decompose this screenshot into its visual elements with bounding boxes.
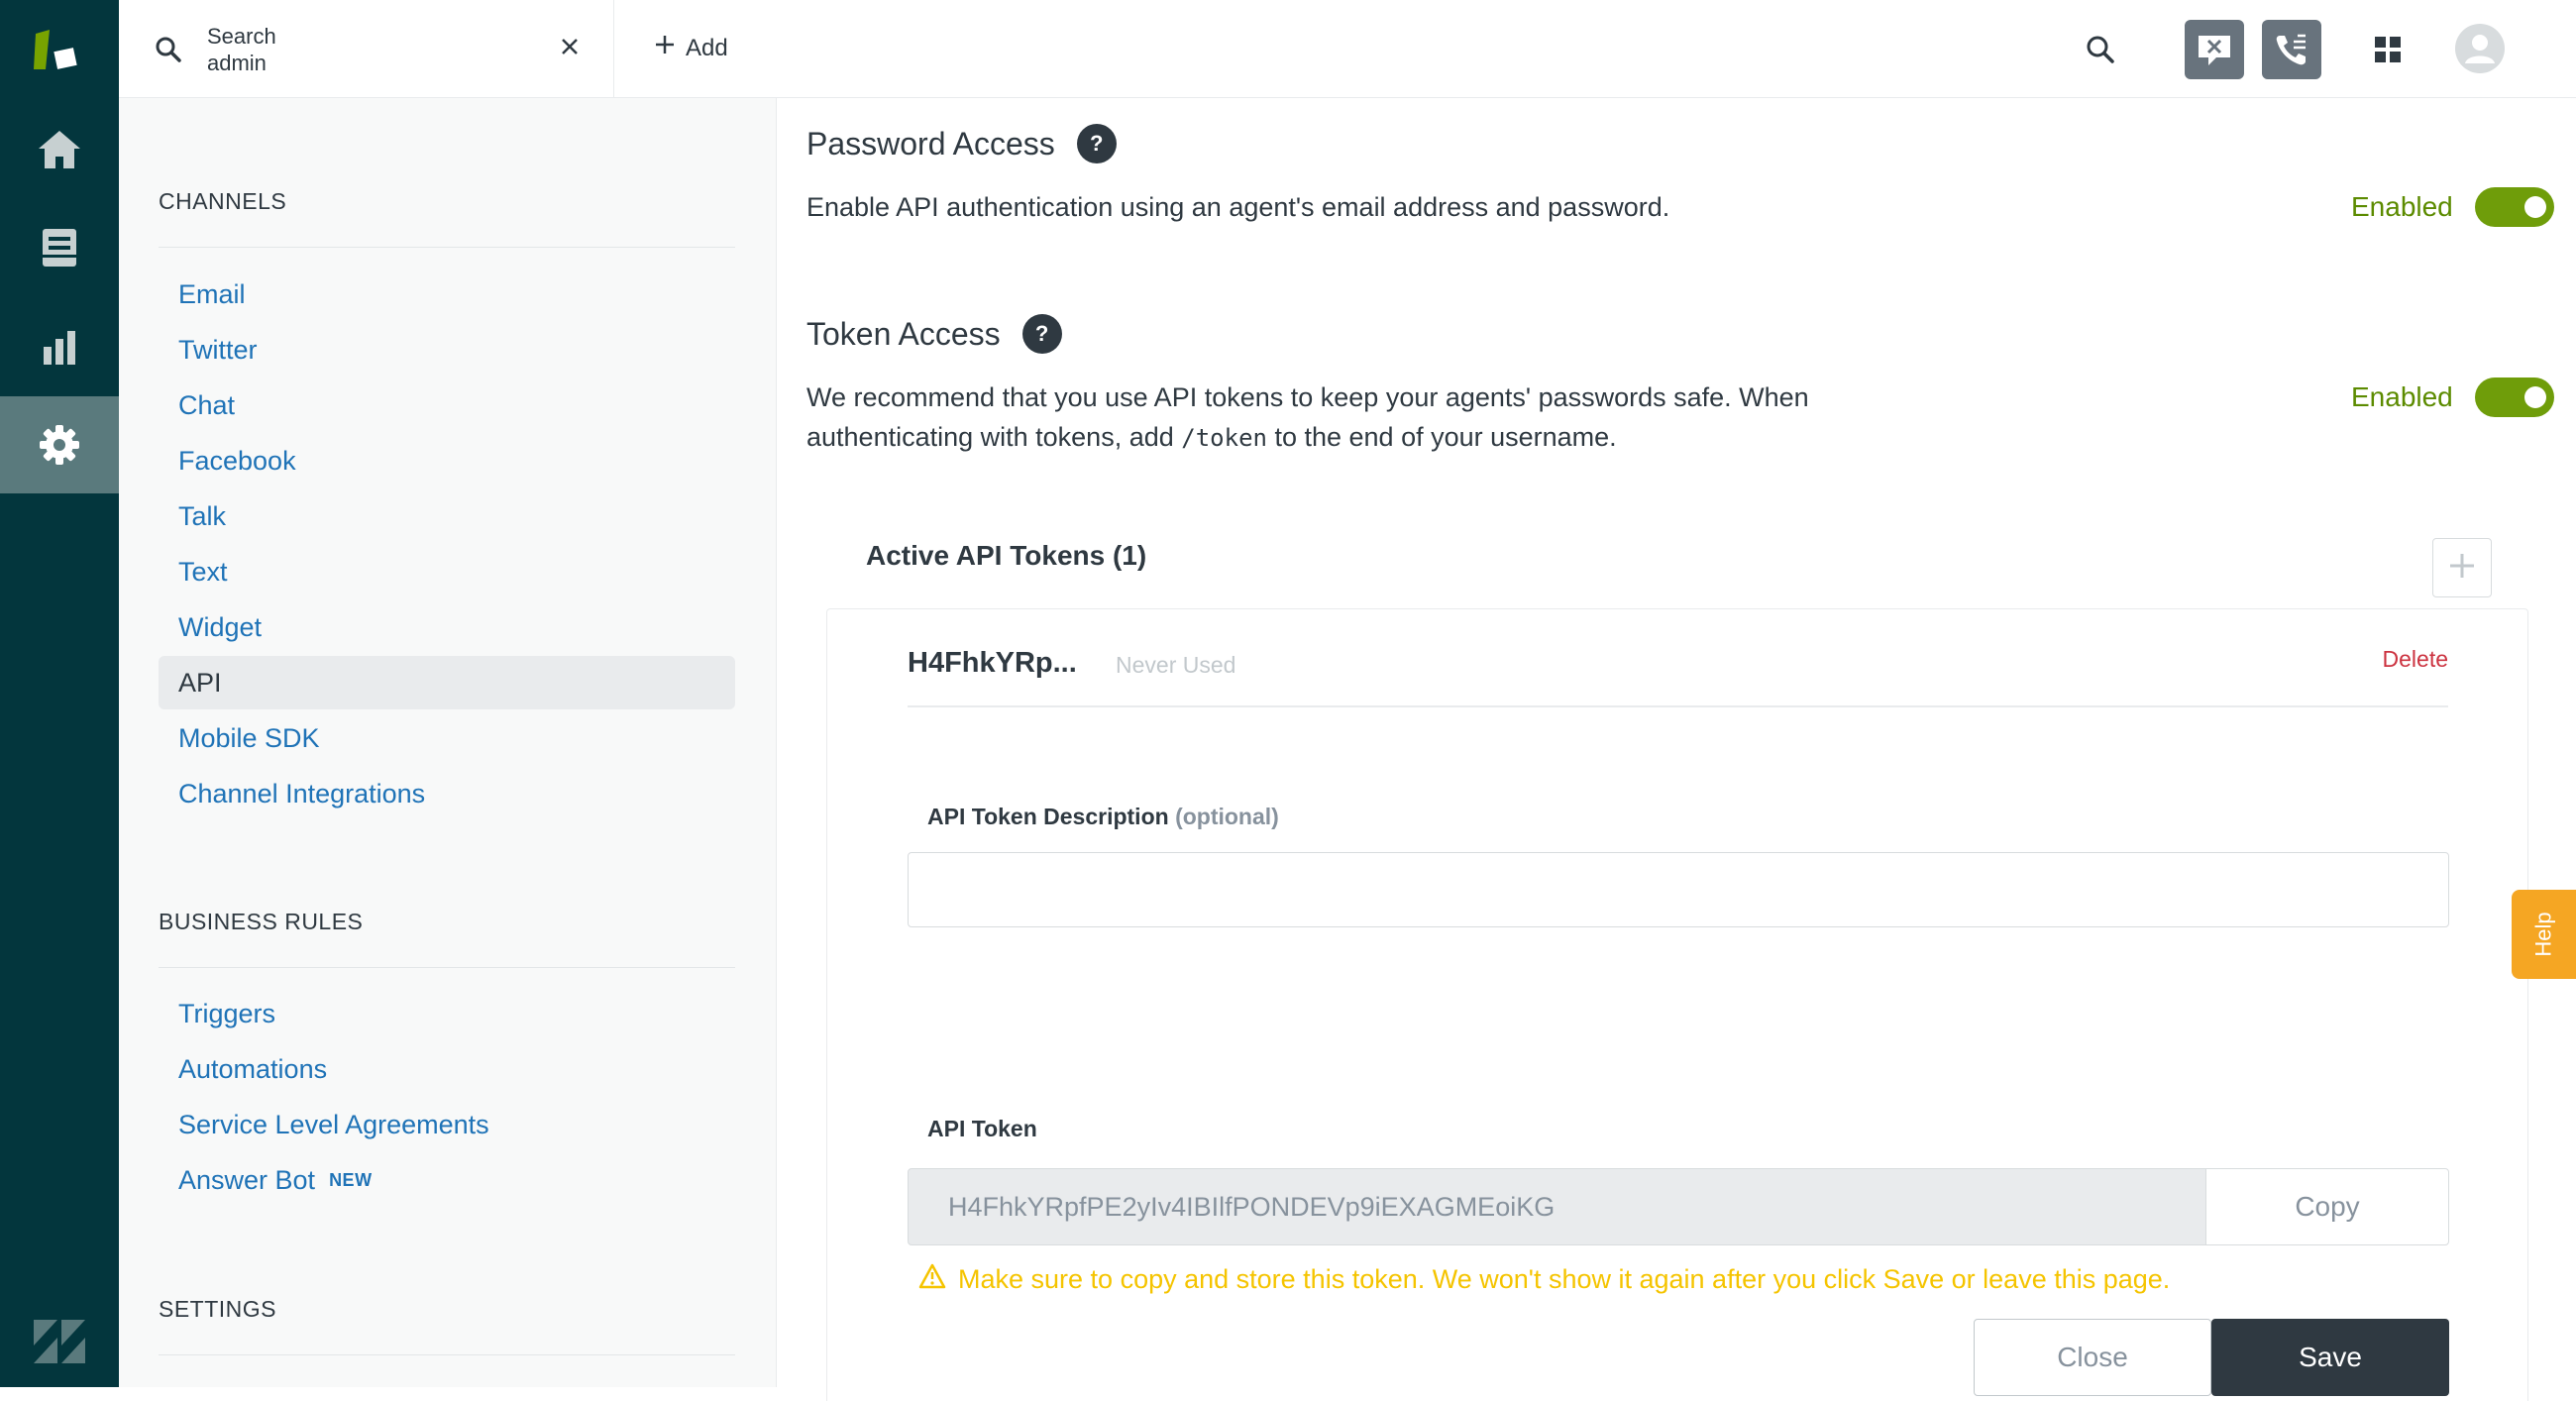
views-icon[interactable]	[0, 199, 119, 296]
zendesk-logo-icon[interactable]	[30, 1318, 89, 1365]
reporting-icon[interactable]	[0, 298, 119, 395]
token-access-title: Token Access	[806, 316, 1001, 353]
token-access-description-line2	[806, 417, 1995, 458]
product-rail	[0, 0, 119, 1387]
password-access-heading	[806, 124, 1117, 163]
plus-icon	[2448, 552, 2476, 585]
sidebar-item-mobile-sdk[interactable]: Mobile SDK	[159, 711, 735, 765]
search-icon	[155, 36, 182, 68]
talk-phone-icon[interactable]	[2262, 20, 2321, 79]
sidebar-item-text[interactable]: Text	[159, 545, 735, 598]
sidebar-item-email[interactable]: Email	[159, 268, 735, 321]
close-tab-icon[interactable]	[555, 32, 585, 61]
sidebar-item-label: Answer Bot	[178, 1165, 315, 1196]
password-access-toggle-row	[2351, 187, 2554, 227]
plus-icon	[654, 34, 676, 62]
add-button[interactable]	[654, 34, 728, 62]
optional-hint: (optional)	[1175, 804, 1279, 829]
search-tab-query: admin	[207, 51, 267, 76]
search-tab[interactable]	[119, 0, 614, 97]
admin-gear-icon[interactable]	[0, 396, 119, 493]
token-access-toggle-row	[2351, 377, 2554, 417]
token-description-label	[927, 804, 1279, 830]
password-access-status: Enabled	[2351, 191, 2453, 223]
token-access-description	[806, 377, 1995, 458]
sidebar-item-channel-integrations[interactable]: Channel Integrations	[159, 767, 735, 820]
divider	[159, 1354, 735, 1355]
home-icon[interactable]	[0, 101, 119, 198]
divider	[159, 967, 735, 968]
token-name: H4FhkYRp...	[908, 647, 1077, 680]
help-widget-button[interactable]	[2512, 890, 2576, 979]
sidebar-item-facebook[interactable]: Facebook	[159, 434, 735, 487]
api-token-field[interactable]: H4FhkYRpfPE2yIv4IBIlfPONDEVp9iEXAGMEoiKG	[908, 1168, 2206, 1245]
token-description-input[interactable]	[908, 852, 2449, 927]
password-access-description: Enable API authentication using an agent's email address and password.	[806, 187, 1995, 227]
token-suffix-code: /token	[1181, 424, 1267, 452]
top-bar	[119, 0, 2576, 98]
section-heading-settings: SETTINGS	[159, 1296, 276, 1323]
divider	[159, 247, 735, 248]
warning-text: Make sure to copy and store this token. We won't show it again after you click Save or leave this page.	[958, 1264, 2170, 1295]
sidebar-item-automations[interactable]: Automations	[159, 1042, 735, 1096]
section-heading-business-rules: BUSINESS RULES	[159, 909, 363, 935]
section-heading-channels: CHANNELS	[159, 188, 286, 215]
sidebar-item-api[interactable]: API	[159, 656, 735, 709]
token-usage: Never Used	[1116, 652, 1235, 679]
add-token-button[interactable]	[2432, 538, 2492, 597]
admin-sidebar	[119, 98, 777, 1387]
close-button[interactable]: Close	[1974, 1319, 2211, 1396]
sidebar-item-twitter[interactable]: Twitter	[159, 323, 735, 377]
token-access-toggle[interactable]	[2475, 377, 2554, 417]
sidebar-item-answer-bot[interactable]	[159, 1153, 735, 1207]
copy-warning	[918, 1263, 2170, 1296]
password-access-toggle[interactable]	[2475, 187, 2554, 227]
api-token-label: API Token	[927, 1116, 1037, 1142]
user-avatar-icon[interactable]	[2455, 24, 2505, 73]
sidebar-item-widget[interactable]: Widget	[159, 600, 735, 654]
new-badge: NEW	[329, 1170, 373, 1191]
help-label: Help	[2531, 912, 2557, 956]
token-access-status: Enabled	[2351, 381, 2453, 413]
product-tray-grid-icon[interactable]	[2368, 30, 2408, 69]
search-tab-title: Search	[207, 24, 276, 50]
api-settings-main	[778, 98, 2576, 1387]
warning-icon	[918, 1263, 946, 1296]
save-button[interactable]: Save	[2211, 1319, 2449, 1396]
chat-status-icon[interactable]	[2185, 20, 2244, 79]
copy-button[interactable]: Copy	[2205, 1168, 2449, 1245]
password-access-title: Password Access	[806, 126, 1055, 162]
token-description-label-text: API Token Description	[927, 804, 1169, 829]
sidebar-item-talk[interactable]: Talk	[159, 489, 735, 543]
token-access-heading	[806, 314, 1062, 354]
divider	[908, 705, 2448, 707]
description-text: authenticating with tokens, add	[806, 422, 1181, 452]
global-search-icon[interactable]	[2081, 30, 2120, 69]
help-question-icon[interactable]: ?	[1022, 314, 1062, 354]
sidebar-item-chat[interactable]: Chat	[159, 378, 735, 432]
sidebar-item-service-level-agreements[interactable]: Service Level Agreements	[159, 1098, 735, 1151]
sidebar-item-triggers[interactable]: Triggers	[159, 987, 735, 1040]
help-question-icon[interactable]: ?	[1077, 124, 1117, 163]
active-tokens-title: Active API Tokens (1)	[866, 540, 1146, 572]
token-panel	[826, 608, 2528, 1401]
token-access-description-line1: We recommend that you use API tokens to keep your agents' passwords safe. When	[806, 377, 1995, 417]
zendesk-support-logo-icon[interactable]	[30, 26, 89, 73]
description-text: to the end of your username.	[1267, 422, 1617, 452]
delete-token-link[interactable]: Delete	[2383, 646, 2448, 673]
add-label: Add	[686, 35, 728, 62]
